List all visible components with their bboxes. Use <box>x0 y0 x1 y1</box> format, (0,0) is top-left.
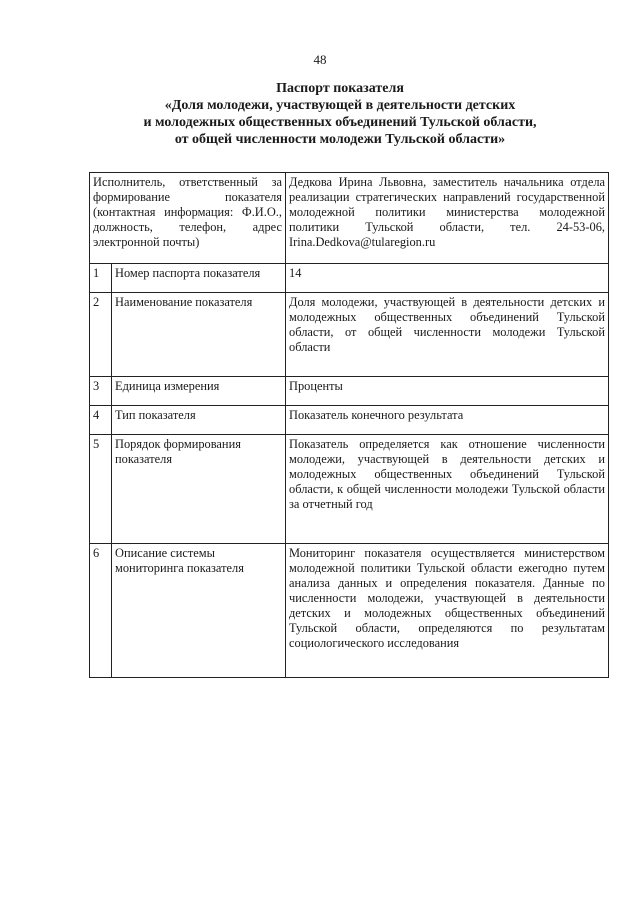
row-value-cell: 14 <box>286 264 609 293</box>
row-number-cell: 1 <box>90 264 112 293</box>
row-name-cell: Порядок формирования показателя <box>112 435 286 544</box>
row-value-cell: Показатель определяется как отношение численности молодежи, участвующей в деятельности детских и молодежных общественных объединений Тульской области, к общей численности молодежи Тульской области за отчетный год <box>286 435 609 544</box>
table-row <box>90 544 609 678</box>
row-name-cell: Наименование показателя <box>112 293 286 377</box>
table-row-executor <box>90 173 609 264</box>
row-number-cell: 4 <box>90 406 112 435</box>
title-line-2: «Доля молодежи, участвующей в деятельности детских <box>164 98 516 113</box>
table-row <box>90 264 609 293</box>
table-row <box>90 377 609 406</box>
passport-table <box>89 172 609 678</box>
row-number-cell: 2 <box>90 293 112 377</box>
title-line-3: и молодежных общественных объединений Тульской области, <box>143 115 537 130</box>
title-line-4: от общей численности молодежи Тульской области» <box>174 132 506 147</box>
row-name-cell: Номер паспорта показателя <box>112 264 286 293</box>
executor-label-cell: Исполнитель, ответственный за формирование показателя (контактная информация: Ф.И.О., должность, телефон, адрес электронной почты) <box>90 173 286 264</box>
row-name-cell: Тип показателя <box>112 406 286 435</box>
row-value-cell: Доля молодежи, участвующей в деятельности детских и молодежных общественных объединений Тульской области, от общей численности молодежи Тульской области <box>286 293 609 377</box>
row-value-cell: Мониторинг показателя осуществляется министерством молодежной политики Тульской области ежегодно путем анализа данных и определения показателя. Данные по численности молодежи, участвующей в деятельности детских и молодежных общественных объединений Тульской области, определяются по результатам социологического исследования <box>286 544 609 678</box>
document-title <box>60 80 620 148</box>
row-number-cell: 6 <box>90 544 112 678</box>
table-row <box>90 293 609 377</box>
page-number: 48 <box>313 52 327 67</box>
row-number-cell: 5 <box>90 435 112 544</box>
row-name-cell: Описание системы мониторинга показателя <box>112 544 286 678</box>
row-number-cell: 3 <box>90 377 112 406</box>
executor-value-cell: Дедкова Ирина Львовна, заместитель начальника отдела реализации стратегических направлений государственной молодежной политики министерства молодежной политики Тульской области, тел. 24-53-06, Irina.Dedkova@tularegion.ru <box>286 173 609 264</box>
row-value-cell: Показатель конечного результата <box>286 406 609 435</box>
row-value-cell: Проценты <box>286 377 609 406</box>
table-row <box>90 435 609 544</box>
table-row <box>90 406 609 435</box>
title-line-1: Паспорт показателя <box>276 81 404 96</box>
row-name-cell: Единица измерения <box>112 377 286 406</box>
